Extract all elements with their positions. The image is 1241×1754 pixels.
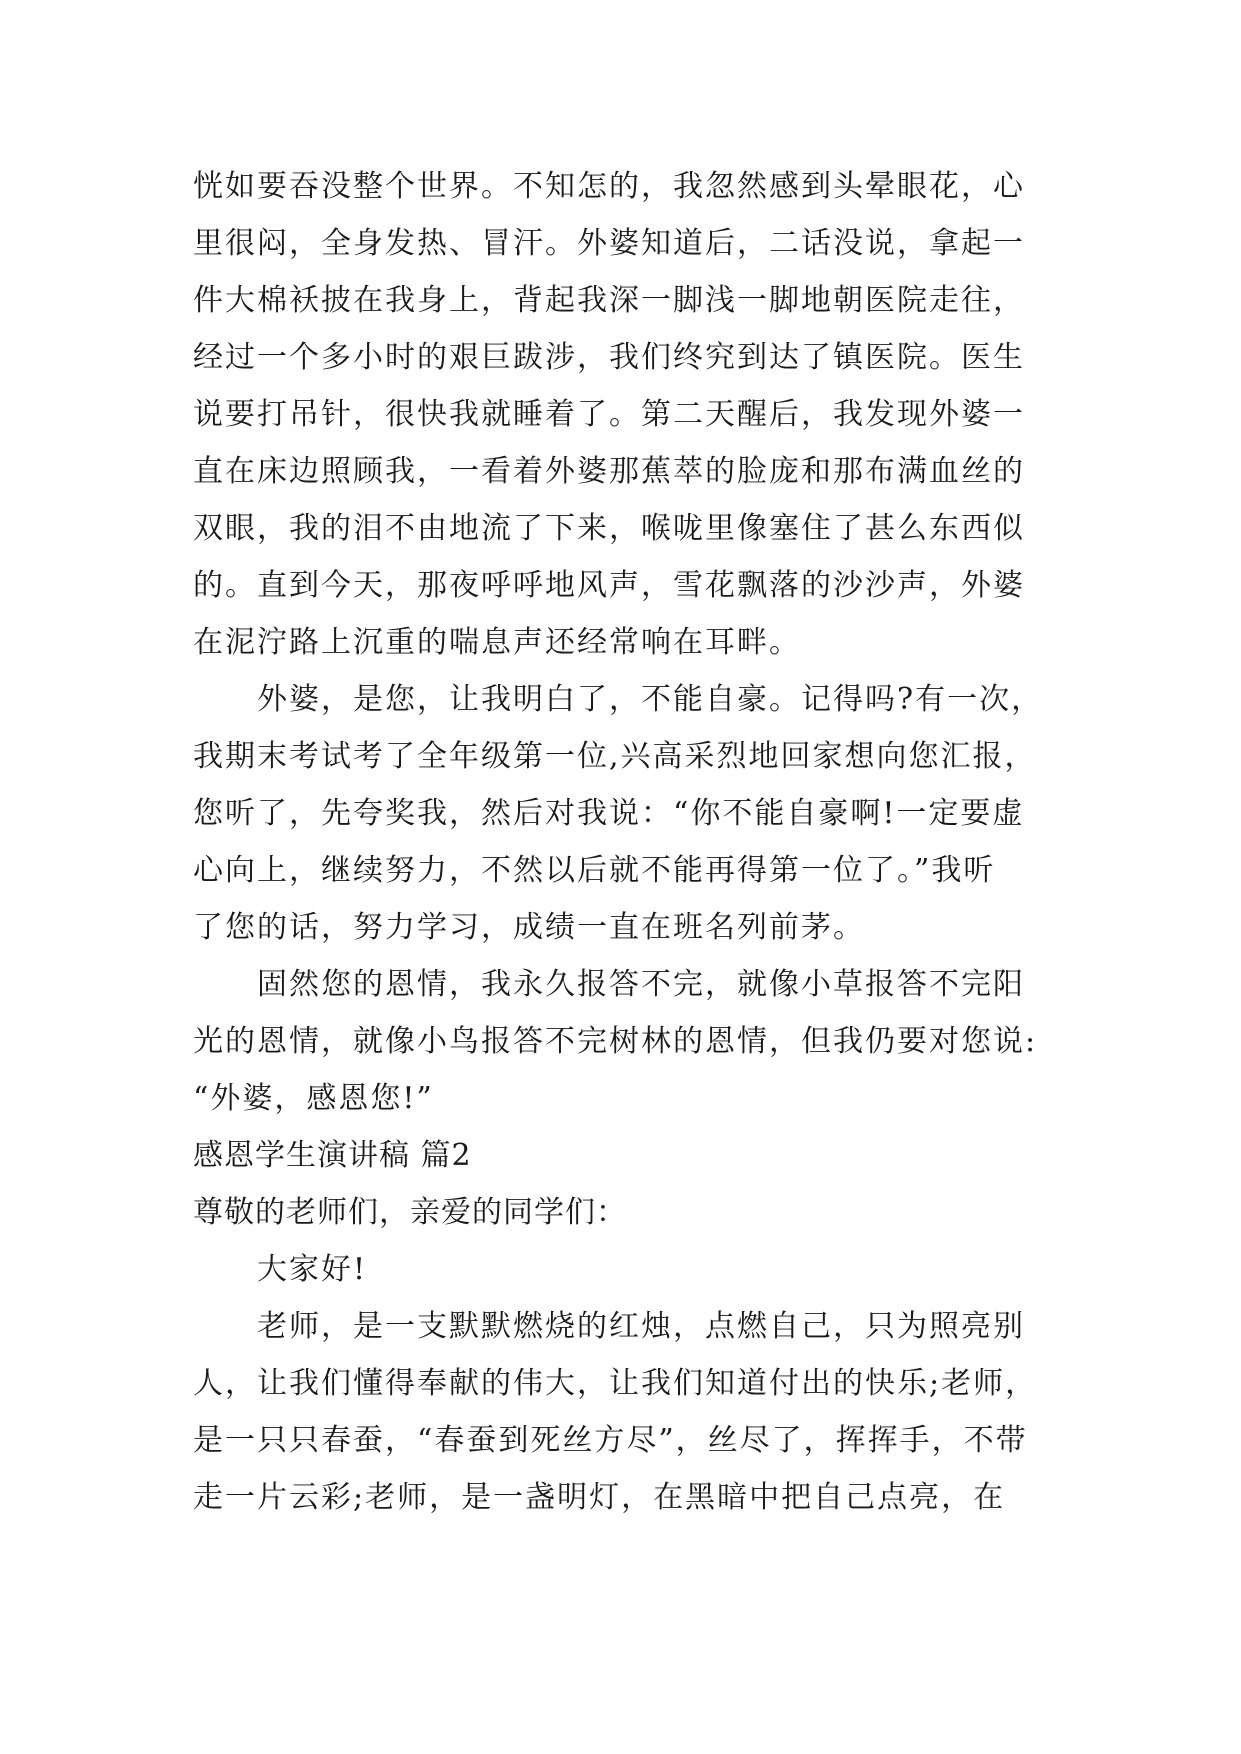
greeting-line: 大家好!	[257, 1252, 368, 1287]
text-line: 里很闷，全身发热、冒汗。外婆知道后，二话没说，拿起一	[193, 226, 1025, 261]
text-line: 我期末考试考了全年级第一位,兴高采烈地回家想向您汇报，	[193, 739, 1037, 774]
text-line: 在泥泞路上沉重的喘息声还经常响在耳畔。	[193, 625, 801, 660]
text-line: 件大棉袄披在我身上，背起我深一脚浅一脚地朝医院走往，	[193, 283, 1025, 318]
text-line: 直在床边照顾我，一看着外婆那蕉萃的脸庞和那布满血丝的	[193, 454, 1025, 489]
text-line: 人，让我们懂得奉献的伟大，让我们知道付出的快乐;老师，	[193, 1366, 1038, 1401]
text-line: 经过一个多小时的艰巨跋涉，我们终究到达了镇医院。医生	[193, 340, 1025, 375]
text-line: “外婆，感恩您!”	[193, 1081, 434, 1116]
salutation-line: 尊敬的老师们，亲爱的同学们：	[193, 1195, 627, 1230]
paragraph-start-line: 老师，是一支默默燃烧的红烛，点燃自己，只为照亮别	[257, 1309, 1025, 1344]
text-line: 的。直到今天，那夜呼呼地风声，雪花飘落的沙沙声，外婆	[193, 568, 1025, 603]
section-heading: 感恩学生演讲稿 篇2	[193, 1138, 472, 1173]
document-body	[193, 158, 1063, 1526]
paragraph-start-line: 外婆，是您，让我明白了，不能自豪。记得吗?有一次，	[257, 682, 1044, 717]
text-line: 是一只只春蚕，“春蚕到死丝方尽”，丝尽了，挥挥手，不带	[193, 1423, 1028, 1458]
text-line: 说要打吊针，很快我就睡着了。第二天醒后，我发现外婆一	[193, 397, 1025, 432]
text-line: 心向上，继续努力，不然以后就不能再得第一位了。”我听	[193, 853, 996, 888]
paragraph-start-line: 固然您的恩情，我永久报答不完，就像小草报答不完阳	[257, 967, 1025, 1002]
text-line: 了您的话，努力学习，成绩一直在班名列前茅。	[193, 910, 865, 945]
text-line: 双眼，我的泪不由地流了下来，喉咙里像塞住了甚么东西似	[193, 511, 1025, 546]
text-line: 您听了，先夸奖我，然后对我说：“你不能自豪啊!一定要虚	[193, 796, 1025, 831]
text-line: 走一片云彩;老师，是一盏明灯，在黑暗中把自己点亮，在	[193, 1480, 1006, 1515]
text-line: 光的恩情，就像小鸟报答不完树林的恩情，但我仍要对您说:	[193, 1024, 1038, 1059]
text-line: 恍如要吞没整个世界。不知怎的，我忽然感到头晕眼花，心	[193, 169, 1025, 204]
